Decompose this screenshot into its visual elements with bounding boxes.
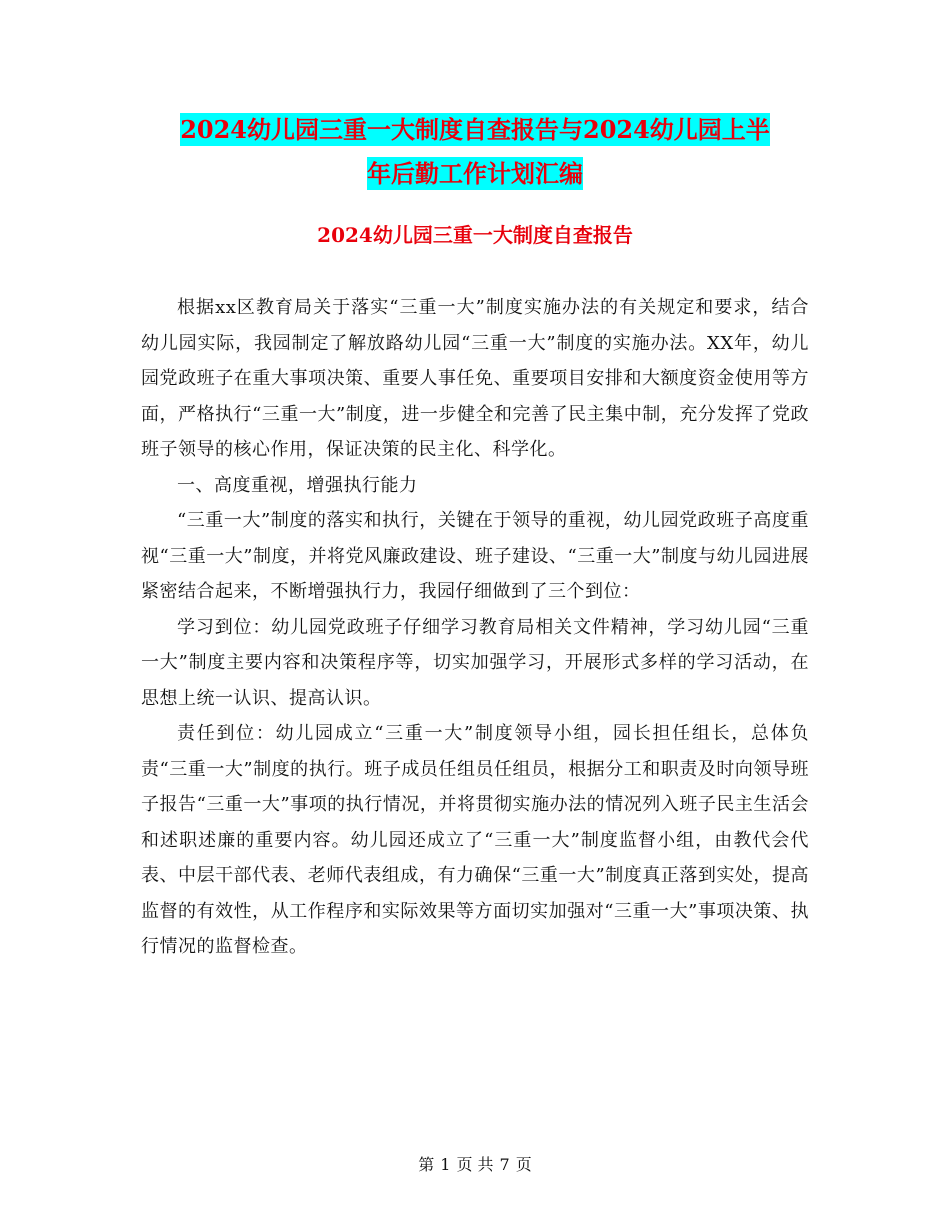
paragraph-intro: 根据xx区教育局关于落实“三重一大”制度实施办法的有关规定和要求，结合幼儿园实际，我园制定了解放路幼儿园“三重一大”制度的实施办法。XX年，幼儿园党政班子在重大事项决策、重要人事任免、重要项目安排和大额度资金使用等方面，严格执行“三重一大”制度，进一步健全和完善了民主集中制，充分发挥了党政班子领导的核心作用，保证决策的民主化、科学化。: [141, 297, 809, 460]
footer-suffix: 页: [515, 1155, 532, 1174]
document-body: [141, 290, 809, 965]
page-number: 1: [440, 1155, 451, 1174]
title-line-1: 2024幼儿园三重一大制度自查报告与2024幼儿园上半: [180, 115, 770, 144]
page-footer: [0, 1152, 950, 1175]
paragraph-study: 学习到位：幼儿园党政班子仔细学习教育局相关文件精神，学习幼儿园“三重一大”制度主要内容和决策程序等，切实加强学习，开展形式多样的学习活动，在思想上统一认识、提高认识。: [141, 616, 809, 709]
page-total: 7: [499, 1155, 510, 1174]
section-title: 2024幼儿园三重一大制度自查报告: [317, 223, 633, 247]
title-line-2: 年后勤工作计划汇编: [367, 159, 583, 188]
paragraph-importance: “三重一大”制度的落实和执行，关键在于领导的重视，幼儿园党政班子高度重视“三重一大”制度，并将党风廉政建设、班子建设、“三重一大”制度与幼儿园进展紧密结合起来，不断增强执行力，我园仔细做到了三个到位：: [141, 510, 809, 602]
paragraph-heading-1: 一、高度重视，增强执行能力: [177, 474, 418, 496]
footer-middle: 页 共: [456, 1155, 494, 1174]
document-title: [140, 108, 810, 196]
footer-prefix: 第: [418, 1155, 435, 1174]
paragraph-responsibility: 责任到位：幼儿园成立“三重一大”制度领导小组，园长担任组长，总体负责“三重一大”制度的执行。班子成员任组员任组员，根据分工和职责及时向领导班子报告“三重一大”事项的执行情况，并将贯彻实施办法的情况列入班子民主生活会和述职述廉的重要内容。幼儿园还成立了“三重一大”制度监督小组，由教代会代表、中层干部代表、老师代表组成，有力确保“三重一大”制度真正落到实处，提高监督的有效性，从工作程序和实际效果等方面切实加强对“三重一大”事项决策、执行情况的监督检查。: [141, 723, 809, 957]
